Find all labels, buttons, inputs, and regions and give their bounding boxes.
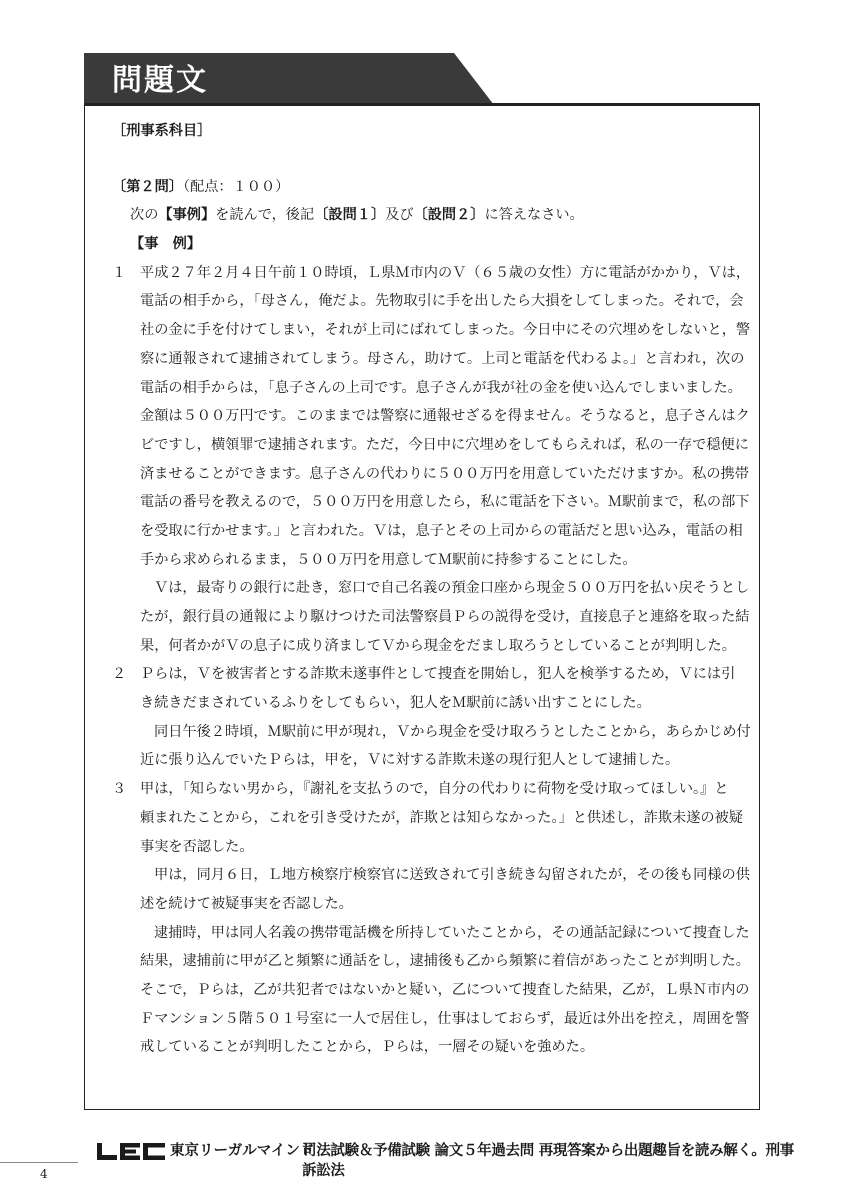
item-line: 電話の相手からは，「息子さんの上司です。息子さんが我が社の金を使い込んでしまいました。 [140, 379, 742, 396]
item-line: 逮捕時，甲は同人名義の携帯電話機を所持していたことから，その通話記録について捜査した [154, 924, 750, 941]
question-heading [112, 173, 746, 202]
item-line: Ｆマンション５階５０１号室に一人で居住し，仕事はしておらず，最近は外出を控え，周囲を警 [140, 1010, 750, 1027]
item-line: 社の金に手を付けてしまい，それが上司にばれてしまった。今日中にその穴埋めをしないと，警 [140, 322, 751, 339]
item-text: Ｐらは，Ｖを被害者とする詐欺未遂事件として捜査を開始し，犯人を検挙するため，Ｖには引 [140, 666, 736, 683]
instruction-text: 次の [130, 207, 159, 224]
case-item-2 [112, 660, 751, 775]
question-content [112, 117, 751, 1062]
item-line: 述を続けて被疑事実を否認した。 [140, 895, 353, 912]
question-points: （配点：１００） [182, 178, 290, 195]
item-line: そこで，Ｐらは，乙が共犯者ではないかと疑い，乙について捜査した結果，乙が，Ｌ県Ｎ市内の [140, 981, 750, 998]
case-heading: 【事 例】 [130, 236, 201, 253]
instruction-text: に答えなさい。 [484, 207, 584, 224]
footer-book-title: 司法試験＆予備試験 論文５年過去問 再現答案から出題趣旨を読み解く。刑事訴訟法 [302, 1143, 795, 1179]
item-number: １ [112, 264, 127, 281]
item-line: 金額は５００万円です。このままでは警察に通報せざるを得ません。そうなると，息子さんはク [140, 408, 750, 425]
page-number-rule [0, 1162, 78, 1163]
item-line: 戒していることが判明したことから，Ｐらは，一層その疑いを強めた。 [140, 1039, 595, 1056]
item-line: き続きだまされているふりをしてもらい，犯人をＭ駅前に誘い出すことにした。 [140, 695, 651, 712]
page-number: 4 [40, 1167, 48, 1181]
item-line: 頼まれたことから，これを引き受けたが，詐欺とは知らなかった。」と供述し，詐欺未遂の被疑 [140, 809, 743, 826]
item-number: ２ [112, 666, 127, 683]
page-footer [96, 1140, 796, 1179]
item-number: ３ [112, 781, 127, 798]
item-text: 平成２７年２月４日午前１０時頃，Ｌ県Ｍ市内のＶ（６５歳の女性）方に電話がかかり，Ｖは， [140, 264, 751, 281]
item-line: 手から求められるまま，５００万円を用意してＭ駅前に持参することにした。 [140, 551, 637, 568]
case-item-3 [112, 775, 750, 1062]
case-item-1 [112, 259, 751, 661]
item-line: ビですし，横領罪で逮捕されます。ただ，今日中に穴埋めをしてもらえれば，私の一存で穏便に [140, 436, 749, 453]
item-line: 事実を否認した。 [140, 838, 254, 855]
question-instruction [112, 201, 746, 230]
item-line: を受取に行かせます。」と言われた。Ｖは，息子とその上司からの電話だと思い込み，電話の相 [140, 522, 743, 539]
item-line: Ｖは，最寄りの銀行に赴き，窓口で自己名義の預金口座から現金５００万円を払い戻そうとし [154, 580, 750, 597]
item-line: 甲は，同月６日，Ｌ地方検察庁検察官に送致されて引き続き勾留されたが，その後も同様の供 [154, 867, 750, 884]
footer-company: 東京リーガルマインド [170, 1143, 315, 1159]
item-line: 果，何者かがＶの息子に成り済ましてＶから現金をだまし取ろうとしていることが判明した。 [140, 637, 736, 654]
item-line: 電話の相手から，「母さん，俺だよ。先物取引に手を出したら大損をしてしまった。それで，会 [140, 293, 744, 310]
instruction-case-ref: 【事例】 [158, 207, 216, 224]
instruction-text: 及び [385, 207, 414, 224]
lec-logo-icon [96, 1140, 168, 1162]
page-title: 問題文 [112, 63, 208, 98]
instruction-text: を読んで，後記 [215, 207, 315, 224]
item-line: 済ませることができます。息子さんの代わりに５００万円を用意していただけますか。私の携帯 [140, 465, 749, 482]
item-line: 電話の番号を教えるので，５００万円を用意したら，私に電話を下さい。Ｍ駅前まで，私の部下 [140, 494, 750, 511]
item-line: 同日午後２時頃，Ｍ駅前に甲が現れ，Ｖから現金を受け取ろうとしたことから，あらかじめ付 [154, 723, 751, 740]
item-line: 察に通報されて逮捕されてしまう。母さん，助けて。上司と電話を代わるよ。」と言われ，次の [140, 350, 745, 367]
item-text: 甲は，「知らない男から，『謝礼を支払うので，自分の代わりに荷物を受け取ってほしい。』と [140, 781, 729, 798]
question-number: 〔第２問〕 [112, 178, 183, 195]
instruction-q2-ref: 〔設問２〕 [413, 207, 485, 224]
instruction-q1-ref: 〔設問１〕 [314, 207, 386, 224]
item-line: 近に張り込んでいたＰらは，甲を，Ｖに対する詐欺未遂の現行犯人として逮捕した。 [140, 752, 680, 769]
item-line: 結果，逮捕前に甲が乙と頻繁に通話をし，逮捕後も乙から頻繁に着信があったことが判明した。 [140, 953, 750, 970]
subject-label: ［刑事系科目］ [112, 123, 212, 139]
item-line: たが，銀行員の通報により駆けつけた司法警察員Ｐらの説得を受け，直接息子と連絡を取った結 [140, 609, 750, 625]
